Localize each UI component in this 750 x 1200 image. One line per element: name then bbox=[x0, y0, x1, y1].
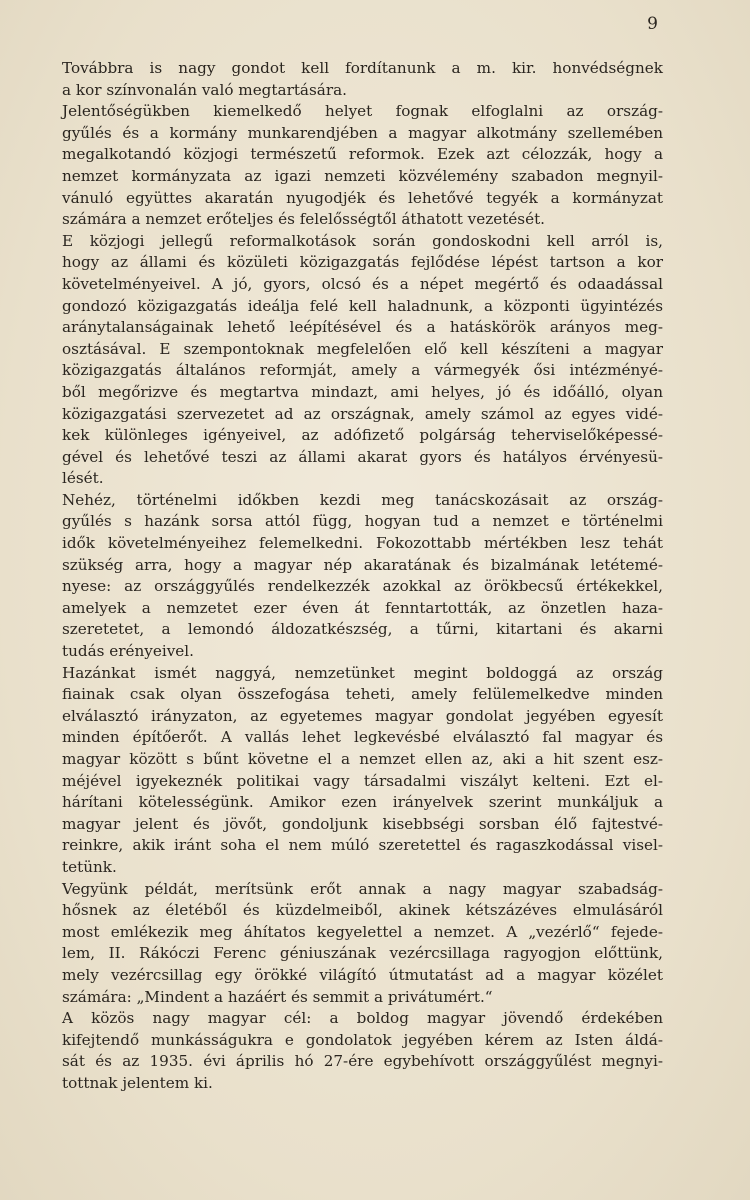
text-line: számára a nemzet erőteljes és felelősségtől áthatott vezetését. bbox=[62, 210, 546, 229]
text-line: magyar jelent és jövőt, gondoljunk kisebbségi sorsban élő fajtestvé- bbox=[62, 814, 663, 833]
text-line: mely vezércsillag egy örökké világító útmutatást ad a magyar közélet bbox=[62, 965, 663, 984]
text-line: osztásával. E szempontoknak megfelelően elő kell készíteni a magyar bbox=[62, 339, 663, 358]
text-line: A közös nagy magyar cél: a boldog magyar jövendő érdekében bbox=[62, 1009, 663, 1028]
text-line: reinkre, akik iránt soha el nem múló szeretettel és ragaszkodással visel- bbox=[62, 836, 663, 855]
text-line: a kor színvonalán való megtartására. bbox=[62, 80, 347, 99]
paragraph bbox=[62, 1008, 663, 1094]
text-line: aránytalanságainak lehető leépítésével és a hatáskörök arányos meg- bbox=[62, 318, 663, 337]
text-line: tetünk. bbox=[62, 857, 117, 876]
text-line: vánuló együttes akaratán nyugodjék és lehetővé tegyék a kormányzat bbox=[62, 188, 663, 207]
text-line: magyar között s bűnt követne el a nemzet ellen az, aki a hit szent esz- bbox=[62, 750, 663, 768]
text-line: szeretetet, a lemondó áldozatkészség, a tűrni, kitartani és akarni bbox=[62, 620, 663, 639]
text-line: követelményeivel. A jó, gyors, olcsó és a népet megértő és odaadással bbox=[62, 274, 663, 293]
text-line: fiainak csak olyan összefogása teheti, amely felülemelkedve minden bbox=[62, 685, 663, 704]
text-line: amelyek a nemzetet ezer éven át fenntartották, az önzetlen haza- bbox=[62, 598, 663, 617]
paragraph bbox=[62, 58, 663, 101]
text-line: hogy az állami és közületi közigazgatás fejlődése lépést tartson a kor bbox=[62, 253, 663, 272]
text-line: nyese: az országgyűlés rendelkezzék azokkal az örökbecsű értékekkel, bbox=[62, 577, 663, 596]
text-line: kek különleges igényeivel, az adófizető polgárság teherviselőképessé- bbox=[62, 426, 663, 445]
text-line: Hazánkat ismét naggyá, nemzetünket megint boldoggá az ország bbox=[62, 663, 663, 682]
text-line: idők követelményeihez felemelkedni. Fokozottabb mértékben lesz tehát bbox=[62, 534, 663, 553]
text-line: E közjogi jellegű reformalkotások során gondoskodni kell arról is, bbox=[62, 231, 663, 250]
text-line: közigazgatási szervezetet ad az országnak, amely számol az egyes vidé- bbox=[62, 404, 663, 423]
text-line: hárítani kötelességünk. Amikor ezen irányelvek szerint munkáljuk a bbox=[62, 793, 663, 812]
paragraph bbox=[62, 231, 663, 490]
text-line: méjével igyekeznék politikai vagy társadalmi viszályt kelteni. Ezt el- bbox=[62, 771, 663, 790]
paragraph bbox=[62, 663, 663, 879]
paragraph bbox=[62, 490, 663, 663]
text-line: gével és lehetővé teszi az állami akarat gyors és hatályos érvényesü- bbox=[62, 447, 663, 466]
text-line: kifejtendő munkásságukra e gondolatok jegyében kérem az Isten áldá- bbox=[62, 1030, 663, 1049]
body-text bbox=[62, 58, 663, 1095]
page-number: 9 bbox=[647, 14, 658, 34]
text-line: most emlékezik meg áhítatos kegyelettel a nemzet. A „vezérlő“ fejede- bbox=[62, 922, 663, 941]
text-line: tottnak jelentem ki. bbox=[62, 1073, 213, 1092]
text-line: Nehéz, történelmi időkben kezdi meg tanácskozásait az ország- bbox=[62, 490, 663, 509]
text-line: Továbbra is nagy gondot kell fordítanunk a m. kir. honvédségnek bbox=[62, 59, 663, 77]
text-line: ből megőrizve és megtartva mindazt, ami helyes, jó és időálló, olyan bbox=[62, 382, 663, 401]
text-line: hősnek az életéből és küzdelmeiből, akinek kétszázéves elmulásáról bbox=[62, 901, 663, 920]
paragraph bbox=[62, 879, 663, 1009]
text-line: számára: „Mindent a hazáért és semmit a privátumért.“ bbox=[62, 987, 493, 1006]
text-line: gondozó közigazgatás ideálja felé kell haladnunk, a központi ügyintézés bbox=[62, 296, 663, 315]
text-line: nemzet kormányzata az igazi nemzeti közvélemény szabadon megnyil- bbox=[62, 166, 663, 185]
text-line: Vegyünk példát, merítsünk erőt annak a nagy magyar szabadság- bbox=[62, 879, 663, 898]
text-line: tudás erényeivel. bbox=[62, 642, 194, 661]
text-line: megalkotandó közjogi természetű reformok. Ezek azt célozzák, hogy a bbox=[62, 145, 663, 164]
paragraph bbox=[62, 101, 663, 231]
text-line: lését. bbox=[62, 469, 104, 488]
text-line: elválasztó irányzaton, az egyetemes magyar gondolat jegyében egyesít bbox=[62, 706, 663, 725]
text-line: sát és az 1935. évi április hó 27-ére egybehívott országgyűlést megnyi- bbox=[62, 1052, 663, 1071]
text-line: gyűlés és a kormány munkarendjében a magyar alkotmány szellemében bbox=[62, 123, 663, 142]
text-line: Jelentőségükben kiemelkedő helyet fognak elfoglalni az ország- bbox=[62, 102, 663, 121]
text-line: lem, II. Rákóczi Ferenc géniuszának vezércsillaga ragyogjon előttünk, bbox=[62, 944, 663, 963]
text-line: közigazgatás általános reformját, amely a vármegyék ősi intézményé- bbox=[62, 361, 663, 380]
text-line: minden építőerőt. A vallás lehet legkevésbé elválasztó fal magyar és bbox=[62, 728, 663, 747]
text-line: szükség arra, hogy a magyar nép akaratának és bizalmának letétemé- bbox=[62, 555, 663, 574]
text-line: gyűlés s hazánk sorsa attól függ, hogyan tud a nemzet e történelmi bbox=[62, 512, 663, 531]
